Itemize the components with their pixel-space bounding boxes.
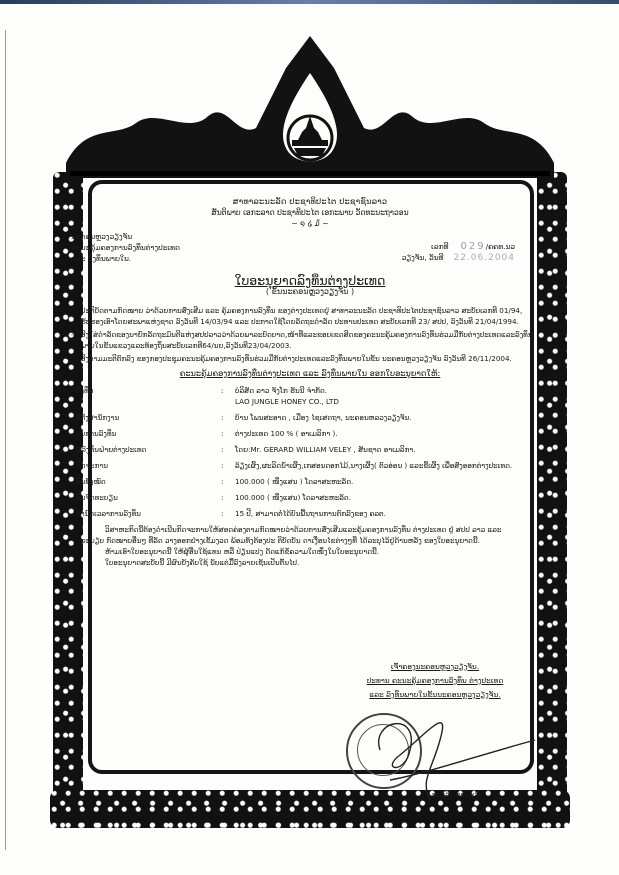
- preamble-item: - ປະຕິບັດຕາມກົດໝາຍ ວ່າດ້ວຍການສົ່ງເສີມ ແລະ ຄຸ້ມຄອງການລົງທຶນ ຂອງຕ່າງປະເທດຢູ່ ສາທາລະນະລັດ ປະຊາທິປະໄຕປະຊາຊົນລາວ ສະບັບເລກທີ 01/94, ຮັບຮອງເອົາໂດຍສະພາແຫ່ງຊາດ ລົງວັນທີ 14/03/94 ແລະ ປະກາດໃຊ້ໂດຍລັດຖະດຳລັດ ປະທານປະເທດ ສະບັບເລກທີ 23/ ສປປ, ລົງວັນທີ 21/04/1994.: [71, 305, 533, 327]
- issue-date: 22.06.2004: [453, 253, 515, 263]
- signatory-title: ເຈົ້າຄອງນະຄອນຫຼວງວຽງຈັນ.: [390, 662, 480, 671]
- document-subtitle: ( ຂັ້ນນະຄອນຫຼວງວຽງຈັນ ): [265, 287, 355, 296]
- crest-ornament-icon: [56, 28, 564, 188]
- signatory-position-2: ແລະ ລົງທຶນພາຍໃນຂັ້ນນະຄອນຫຼວງວຽງຈັນ.: [369, 690, 501, 699]
- signatory-name: ທອງລິງ ທຳມະວົງ: [432, 790, 483, 799]
- scan-top-edge: [0, 0, 619, 4]
- field-row: - ທີ່ຕັ້ງສຳນັກງານ : ບ້ານ ໂພນສະອາດ , ເມືອງ ໄຊເສດຖາ, ນະຄອນຫລວງວຽງຈັນ.: [71, 413, 412, 422]
- closing-paragraph: ໃບອະນຸຍາດສະບັບນີ້ ມີຜົນບັງຄັບໃຊ້ ນັບແຕ່ມື້ລົງລາຍເຊັນເປັນຕົ້ນໄປ.: [105, 558, 300, 567]
- header-ornament: ~ ໑ ໒ ໓ ~: [291, 219, 329, 228]
- issuing-authority: ນະຄອນຫຼວງວຽງຈັນ ຄະນະຄຸ້ມຄອງການລົງທຶນຕ່າງປະເທດ ແລະ ລົງທຶນພາຍໃນ.: [71, 232, 180, 263]
- reference-number: 029: [460, 241, 486, 252]
- national-motto: ສັນຕິພາບ ເອກະລາດ ປະຊາທິປະໄຕ ເອກະພາບ ວັດທະນະຖາວອນ: [211, 208, 409, 217]
- company-english-name: LAO JUNGLE HONEY CO., LTD: [235, 397, 339, 406]
- field-row: - ລົງທຶນ : ບໍລິສັດ ລາວ ຈັງໂກ ຮັນນີ ຈຳກັດ. LAO JUNGLE HONEY CO., LTD: [71, 386, 339, 406]
- document-title: ໃບອະນຸຍາດລົງທຶນຕ່າງປະເທດ: [234, 273, 386, 288]
- field-row: - ຮູບການລົງທຶນ : ຕ່າງປະເທດ 100 % ( ອາເມລິກາ ).: [71, 429, 338, 438]
- field-row: - ຜູ້ລົງທຶນຝ່າຍຕ່າງປະເທດ : ໂດຍ:Mr. GERARD WILLIAM VELEY , ສັນຊາດ ອາເມລິກາ.: [71, 445, 416, 454]
- country-name: ສາທາລະນະລັດ ປະຊາທິປະໄຕ ປະຊາຊົນລາວ: [232, 196, 388, 206]
- preamble-item: - ອີງໃສ່ດຳລັດຂອງນາຍົກລັດຖະມົນຕີແຫ່ງສປປລາວວ່າດ້ວຍພາລະບົດບາດ,ໜ້າທີ່ແລະຂອບເຂດສິດຂອງຄະນະຄຸ້ມຄອງການລົງທຶນຮ່ວມມືກັບຕ່າງປະເທດແລະລົງທຶນພາຍໃນຂັ້ນແຂວງແລະທ້ອງຖິ່ນສະບັບເລກທີ64/ນຍ,ລົງວັນທີ23/04/2003.: [71, 329, 533, 351]
- frame-right-vine: [537, 172, 567, 812]
- scan-left-edge: [5, 30, 6, 850]
- reference-number-date: ເລກທີ 029/ຄຄທ.ນວ ວຽງຈັນ, ວັນທີ 22.06.2004: [401, 241, 515, 263]
- document-body: [71, 196, 533, 568]
- field-row: - ກຳນົດເວລາການລົງທຶນ : 15 ປີ, ສາມາດຕໍ່ໄດ້ບົນພື້ນຖານການຕົກລົງຂອງ ຄລຕ.: [71, 509, 386, 518]
- reference-block: [71, 231, 525, 265]
- field-row: - ທຶນຈົດທະບຽນ : 100.000 ( ໜຶ່ງແສນ) ໂດລາສະຫະລັດ.: [71, 493, 352, 502]
- closing-paragraph: ຫ້າມເອົາໃບອະນຸຍາດນີ້ ໃຫ້ຜູ້ອື່ນໃຊ້ແທນ ຫລື ປ່ຽນແປງ ດັດແກ້ຂໍ້ຄວາມໃດໜຶ່ງໃນໃບອະນຸຍາດນີ້.: [105, 547, 380, 556]
- national-emblem-crest: [56, 28, 564, 188]
- preamble-item: - ອີງຕາມມະຕິຕົກລົງ ຂອງກອງປະຊຸມຄະນະຄຸ້ມຄອງການລົງທຶນຮ່ວມມືກັບຕ່າງປະເທດແລະລົງທຶນພາຍໃນຂັ້ນ ນະຄອນຫຼວງວຽງຈັນ ລົງວັນທີ 26/11/2004.: [71, 353, 533, 364]
- section-heading: ຄະນະຄຸ້ມຄອງການລົງທຶນຕ່າງປະເທດ ແລະ ລົງທຶນພາຍໃນ ອອກໃບອະນຸຍາດໃຫ້:: [179, 368, 441, 378]
- signatory-position: ປະທານ ຄະນະຄຸ້ມຄອງການລົງທຶນ ຕ່າງປະເທດ: [366, 676, 504, 685]
- field-row: - ທຶນທັງໝົດ : 100.000 ( ໜຶ່ງແສນ ) ໂດລາສະຫະລັດ.: [71, 477, 354, 486]
- field-row: - ກິດຈະການ : ລ້ຽງເຜິ້ງ,ຜະລິດນ້ຳເຜິ້ງ,ເກສອນດອກໄມ້,ນາງເຜິ້ງ( ຕົວອ່ອນ ) ແລະຂີ້ເຜິ້ງ ເພື່ອສົ່ງອອກຕ່າງປະເທດ.: [71, 461, 513, 470]
- signatory-block: [325, 660, 545, 702]
- closing-paragraph: ວິສາຫະກິດນີ້ຕ້ອງດຳເນີນກິດຈະການໃຫ້ສອດຄ່ອງຕາມກົດໝາຍວ່າດ້ວຍການສົ່ງເສີມແລະຄຸ້ມຄອງການລົງທຶນ ຕ່າງປະເທດ ຢູ່ ສປປ ລາວ ແລະ ລະບຽບ ກົດໝາຍອື່ນໆ ທີ່ລັດ ວາງອອກຢ່າງເຂັ້ມງວດ ພ້ອມທັງຕ້ອງປະ ຕິບັດບັນ ດາເງື່ອນໄຂຕ່າງໆທີ່ ໄດ້ລະບຸໄວ້ຢູ່ດ້ານຫລັງ ຂອງໃບອະນຸຍາດນີ້.: [81, 525, 502, 545]
